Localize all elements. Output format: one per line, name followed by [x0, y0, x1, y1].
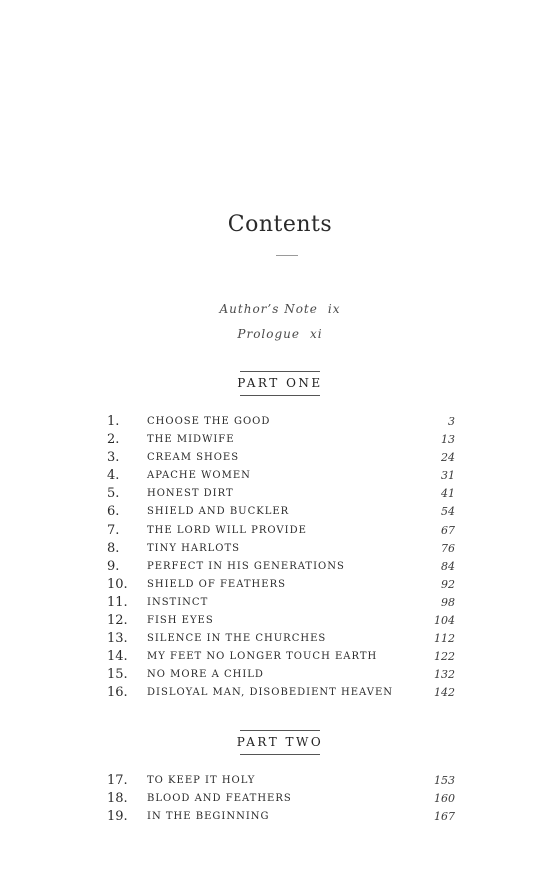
- part-rule-bottom: [240, 395, 320, 396]
- chapter-page: 132: [434, 668, 455, 682]
- chapter-number: 14.: [107, 649, 128, 665]
- chapter-number: 12.: [107, 613, 128, 629]
- chapter-row[interactable]: [107, 666, 455, 684]
- chapter-number: 11.: [107, 594, 128, 610]
- chapter-page: 98: [441, 595, 455, 609]
- chapter-number: 5.: [107, 486, 120, 502]
- chapter-page: 41: [441, 487, 455, 501]
- chapter-page: 76: [441, 541, 455, 555]
- chapter-number: 8.: [107, 540, 120, 556]
- chapter-title: CHOOSE THE GOOD: [147, 416, 271, 427]
- chapter-title: PERFECT IN HIS GENERATIONS: [147, 560, 345, 572]
- chapter-row[interactable]: [107, 808, 455, 826]
- chapter-row[interactable]: [107, 612, 455, 630]
- page-title: Contents: [227, 212, 333, 237]
- part-two-chapter-list: [107, 772, 455, 826]
- chapter-row[interactable]: [107, 413, 455, 431]
- chapter-row[interactable]: [107, 522, 455, 540]
- front-matter-page: xi: [310, 327, 323, 341]
- chapter-title: FISH EYES: [147, 615, 214, 627]
- chapter-row[interactable]: [107, 431, 455, 449]
- part-two-heading: [0, 730, 560, 755]
- chapter-page: 92: [441, 577, 455, 591]
- chapter-page: 104: [434, 614, 455, 628]
- chapter-number: 15.: [107, 667, 128, 683]
- chapter-row[interactable]: [107, 540, 455, 558]
- chapter-title: HONEST DIRT: [147, 488, 234, 500]
- chapter-page: 31: [441, 469, 455, 483]
- chapter-title: SHIELD OF FEATHERS: [147, 578, 286, 590]
- front-matter-label: Prologue: [237, 327, 300, 341]
- chapter-title: BLOOD AND FEATHERS: [147, 793, 292, 805]
- chapter-number: 17.: [107, 773, 128, 788]
- chapter-number: 6.: [107, 504, 120, 520]
- chapter-title: MY FEET NO LONGER TOUCH EARTH: [147, 651, 378, 663]
- chapter-number: 19.: [107, 809, 128, 825]
- chapter-page: 67: [441, 523, 455, 537]
- chapter-page: 3: [448, 415, 455, 428]
- chapter-row[interactable]: [107, 576, 455, 594]
- chapter-row[interactable]: [107, 790, 455, 808]
- chapter-title: CREAM SHOES: [147, 452, 240, 464]
- chapter-number: 10.: [107, 576, 128, 592]
- chapter-number: 3.: [107, 450, 120, 466]
- chapter-page: 142: [434, 686, 455, 700]
- chapter-row[interactable]: [107, 648, 455, 666]
- chapter-number: 16.: [107, 685, 128, 701]
- part-label: PART ONE: [237, 376, 323, 390]
- chapter-title: INSTINCT: [147, 596, 209, 608]
- part-one-heading: [0, 371, 560, 396]
- front-matter-entry[interactable]: [0, 302, 560, 316]
- part-one-chapter-list: [107, 413, 455, 703]
- chapter-page: 167: [434, 810, 455, 824]
- chapter-title: IN THE BEGINNING: [147, 811, 270, 823]
- chapter-row[interactable]: [107, 485, 455, 503]
- chapter-number: 4.: [107, 468, 120, 484]
- part-rule-top: [240, 371, 320, 372]
- chapter-number: 13.: [107, 631, 128, 647]
- chapter-row[interactable]: [107, 772, 455, 790]
- chapter-number: 1.: [107, 414, 120, 429]
- chapter-number: 7.: [107, 522, 120, 538]
- chapter-page: 24: [441, 451, 455, 465]
- chapter-page: 54: [441, 505, 455, 519]
- front-matter-label: Author’s Note: [219, 302, 318, 316]
- chapter-page: 112: [434, 632, 455, 646]
- chapter-row[interactable]: [107, 630, 455, 648]
- chapter-page: 153: [434, 774, 455, 787]
- chapter-title: SHIELD AND BUCKLER: [147, 506, 290, 518]
- chapter-number: 2.: [107, 432, 120, 448]
- chapter-row[interactable]: [107, 467, 455, 485]
- chapter-title: THE LORD WILL PROVIDE: [147, 524, 307, 536]
- chapter-title: TO KEEP IT HOLY: [147, 775, 256, 786]
- part-rule-top: [240, 730, 320, 731]
- chapter-title: DISLOYAL MAN, DISOBEDIENT HEAVEN: [147, 687, 393, 699]
- chapter-title: APACHE WOMEN: [147, 470, 251, 482]
- chapter-title: TINY HARLOTS: [147, 542, 240, 554]
- front-matter-entry[interactable]: [0, 327, 560, 341]
- front-matter-page: ix: [327, 302, 341, 316]
- chapter-row[interactable]: [107, 684, 455, 702]
- chapter-row[interactable]: [107, 558, 455, 576]
- part-rule-bottom: [240, 754, 320, 755]
- chapter-row[interactable]: [107, 449, 455, 467]
- chapter-title: THE MIDWIFE: [147, 434, 235, 446]
- chapter-page: 84: [441, 559, 455, 573]
- chapter-row[interactable]: [107, 594, 455, 612]
- part-label: PART TWO: [236, 735, 324, 749]
- chapter-title: SILENCE IN THE CHURCHES: [147, 633, 327, 645]
- chapter-page: 160: [434, 792, 455, 806]
- chapter-page: 122: [434, 650, 455, 664]
- chapter-title: NO MORE A CHILD: [147, 669, 264, 681]
- title-divider: [276, 255, 298, 256]
- chapter-row[interactable]: [107, 503, 455, 521]
- chapter-page: 13: [441, 433, 455, 447]
- chapter-number: 18.: [107, 791, 128, 807]
- chapter-number: 9.: [107, 558, 120, 574]
